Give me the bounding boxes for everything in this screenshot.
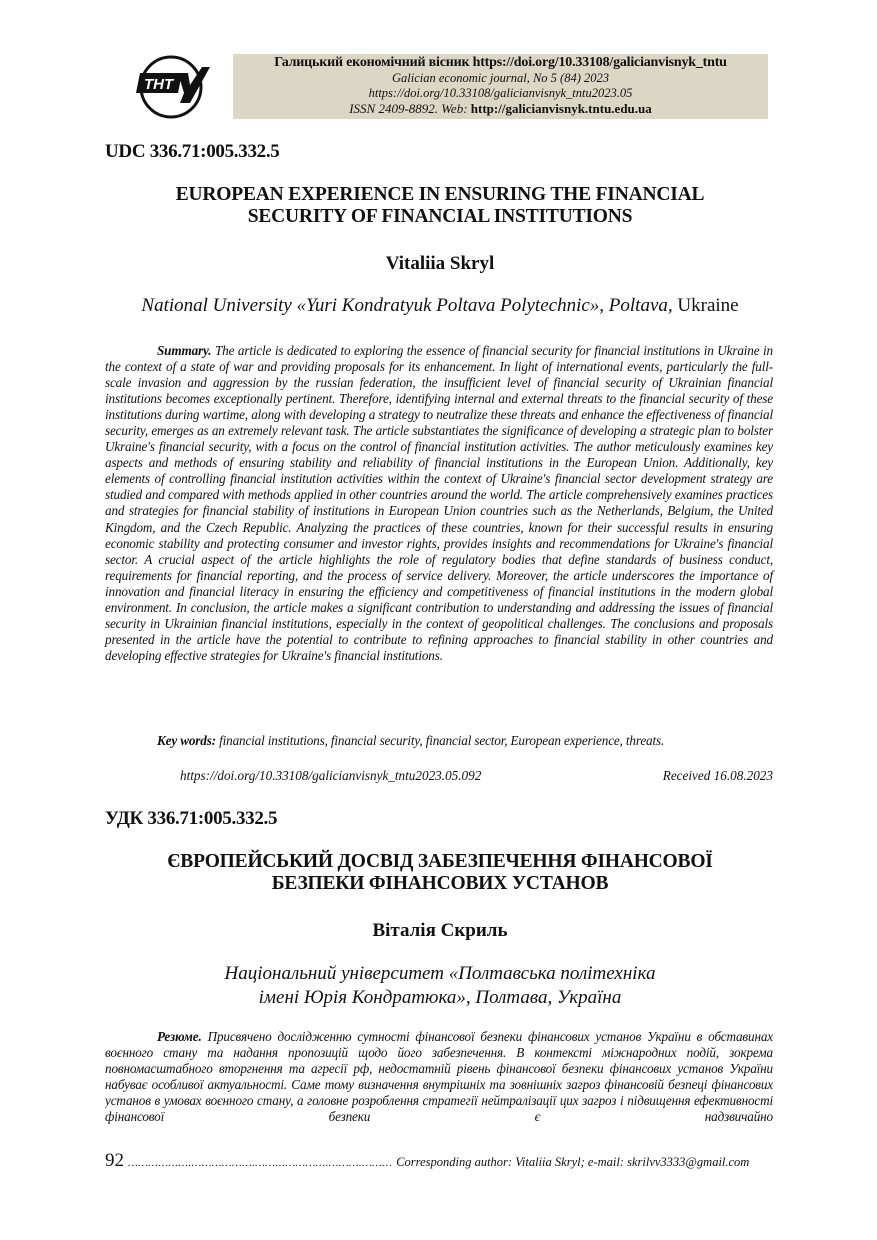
page-footer (105, 1150, 773, 1172)
affiliation-en (100, 294, 780, 318)
keywords-text: financial institutions, financial security, financial sector, European experience, threats. (215, 733, 665, 748)
summary-text-ua: Присвячено дослідженню сутності фінансової безпеки фінансових установ України в обставинах воєнного стану та надання пропозицій щодо його забезпечення. В контексті міжнародних подій, зокрема повномасштабного вторгнення та агресії рф, недостатній рівень фінансової безпеки фінансових установ України набуває особливої актуальності. Саме тому визначення внутрішніх та зовнішніх загроз фінансовій безпеці фінансових установ в умовах воєнного стану, а головне розроблення стратегії нейтралізації цих загроз і підвищення ефективності фінансової безпеки є надзвичайно (105, 1029, 773, 1125)
page-number: 92 (105, 1150, 124, 1171)
summary-label: Summary. (157, 343, 212, 358)
svg-text:THT: THT (144, 76, 174, 93)
affiliation-ua-line-2: імені Юрія Кондратюка», Полтава, Україна (258, 987, 622, 1008)
article-doi-link[interactable]: https://doi.org/10.33108/galicianvisnyk_tntu2023.05.092 (180, 768, 482, 783)
journal-title-en: Galician economic journal, No 5 (84) 2023 (392, 71, 609, 85)
journal-issue-doi[interactable]: https://doi.org/10.33108/galicianvisnyk_tntu2023.05 (368, 86, 633, 100)
udc-code-en: UDC 336.71:005.332.5 (105, 141, 280, 162)
tntu-logo-icon (132, 51, 210, 121)
keywords-label: Key words: (157, 733, 216, 748)
author-name-ua: Віталія Скриль (372, 920, 508, 941)
keywords-en (105, 733, 773, 749)
article-title-en (100, 184, 780, 228)
issn-label: ISSN 2409-8892. Web: (349, 101, 471, 116)
udc-code-ua: УДК 336.71:005.332.5 (105, 808, 278, 829)
footer-dot-leader: ……………….……………….………………….……….……… (128, 1157, 393, 1169)
affiliation-ua-line-1: Національний університет «Полтавська політехніка (224, 963, 656, 984)
summary-en (105, 343, 773, 664)
journal-issn-line (233, 101, 768, 117)
author-name-en: Vitaliia Skryl (385, 253, 495, 274)
affiliation-institution: National University «Yuri Kondratyuk Poltava Polytechnic», Poltava, (141, 295, 673, 316)
received-date: Received 16.08.2023 (662, 768, 773, 783)
summary-label-ua: Резюме. (157, 1029, 202, 1044)
title-line-1: EUROPEAN EXPERIENCE IN ENSURING THE FINANCIAL (175, 184, 705, 205)
article-title-ua (100, 851, 780, 895)
title-line-2-ua: БЕЗПЕКИ ФІНАНСОВИХ УСТАНОВ (271, 873, 609, 894)
affiliation-country: Ukraine (672, 295, 739, 316)
summary-ua (105, 1029, 773, 1141)
journal-title-ua: Галицький економічний вісник https://doi.org/10.33108/galicianvisnyk_tntu (274, 55, 727, 70)
journal-header-box (233, 54, 768, 119)
corresponding-author: Corresponding author: Vitaliia Skryl; e-mail: skrilvv3333@gmail.com (396, 1155, 750, 1169)
title-line-1-ua: ЄВРОПЕЙСЬКИЙ ДОСВІД ЗАБЕЗПЕЧЕННЯ ФІНАНСОВОЇ (167, 851, 713, 872)
affiliation-ua (100, 962, 780, 1010)
journal-web-link[interactable]: http://galicianvisnyk.tntu.edu.ua (470, 101, 652, 116)
title-line-2: SECURITY OF FINANCIAL INSTITUTIONS (247, 206, 633, 227)
summary-text: The article is dedicated to exploring the essence of financial security for financial institutions in Ukraine in the context of a state of war and providing proposals for its enhancement. In light of international events, particularly the full-scale invasion and aggression by the russian federation, the insufficient level of financial security of Ukrainian financial institutions becomes exceptionally pertinent. Therefore, identifying internal and external threats to the financial security of these institutions during wartime, along with developing a strategy to neutralize these threats and enhance the effectiveness of financial security, emerges as an extremely relevant task. The article substantiates the significance of developing a strategic plan to bolster Ukraine's financial security, with a focus on the control of financial institution activities. The author meticulously examines key aspects and methods of ensuring stability and reliability of financial institutions in the European Union. Additionally, key elements of controlling financial institution activities within the context of Ukraine's financial sector development strategy are studied and compared with methods applied in other countries around the world. The article comprehensively examines practices and strategies for financial stability of institutions in European Union countries such as the Netherlands, Belgium, the United Kingdom, and the Czech Republic. Analyzing the practices of these countries, known for their successful results in ensuring economic stability and protecting consumer and investor rights, provides insights and recommendations for Ukraine's financial sector. A crucial aspect of the article highlights the role of regulatory bodies that define standards of business conduct, requirements for financial reporting, and the process of service delivery. Moreover, the article underscores the importance of innovation and financial literacy in ensuring the efficiency and competitiveness of financial institutions in the modern global environment. In conclusion, the article makes a significant contribution to understanding and addressing the issues of financial security in Ukrainian financial institutions, especially in the context of geopolitical challenges. The conclusions and proposals presented in the article have the potential to contribute to refining approaches to financial stability in other countries and developing effective strategies for Ukraine's financial institutions. (105, 343, 773, 663)
